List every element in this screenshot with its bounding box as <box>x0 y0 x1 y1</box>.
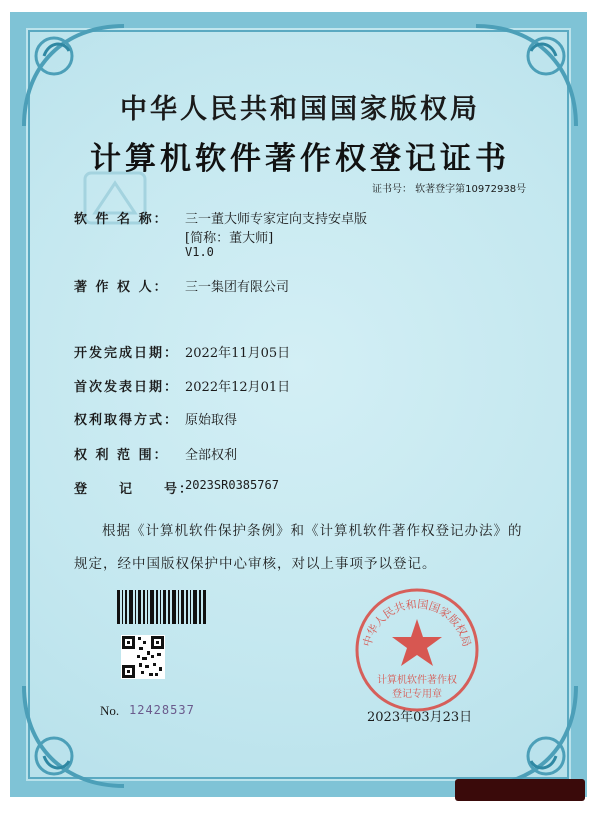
ornament-bottom-left-icon <box>14 676 134 796</box>
body-text-line-1: 根据《计算机软件保护条例》和《计算机软件著作权登记办法》的 <box>102 523 523 539</box>
watermark-logo-badge <box>455 779 585 801</box>
development-date-value: 2022年11月05日 <box>185 346 291 361</box>
rights-scope-value: 全部权利 <box>185 448 238 463</box>
software-version: V1.0 <box>185 245 214 259</box>
certificate-number: 证书号： 软著登字第10972938号 <box>372 184 527 195</box>
copyright-owner-label: 著 作 权 人： <box>74 280 169 295</box>
barcode-icon <box>117 590 207 624</box>
copyright-owner-value: 三一集团有限公司 <box>185 280 290 295</box>
ornament-bottom-right-icon <box>466 676 586 796</box>
issuing-authority: 中华人民共和国国家版权局 <box>120 94 480 125</box>
acquisition-method-value: 原始取得 <box>185 413 238 428</box>
registration-number-label: 登 记 号： <box>74 482 195 497</box>
issue-date: 2023年03月23日 <box>367 710 473 725</box>
publication-date-value: 2022年12月01日 <box>185 380 291 395</box>
registration-number-value: 2023SR0385767 <box>185 478 279 492</box>
seal-line-1: 计算机软件著作权 <box>377 675 457 686</box>
serial-number-value: 12428537 <box>129 703 195 717</box>
software-short-name: [简称：董大师] <box>185 231 274 246</box>
body-text-line-2: 规定，经中国版权保护中心审核，对以上事项予以登记。 <box>74 556 437 572</box>
software-name-label: 软 件 名 称： <box>74 212 169 227</box>
publication-date-label: 首次发表日期： <box>74 380 180 395</box>
certificate-title: 计算机软件著作权登记证书 <box>90 141 510 177</box>
seal-line-2: 登记专用章 <box>392 689 442 700</box>
development-date-label: 开发完成日期： <box>74 346 180 361</box>
qr-code-icon <box>121 635 165 679</box>
serial-number-label: No. <box>100 703 120 718</box>
software-name-value: 三一董大师专家定向支持安卓版 <box>185 212 368 227</box>
official-seal-icon <box>352 585 482 715</box>
rights-scope-label: 权 利 范 围： <box>74 448 169 463</box>
seal-ring-text: 中华人民共和国国家版权局 <box>360 597 474 649</box>
acquisition-method-label: 权利取得方式： <box>74 413 180 428</box>
